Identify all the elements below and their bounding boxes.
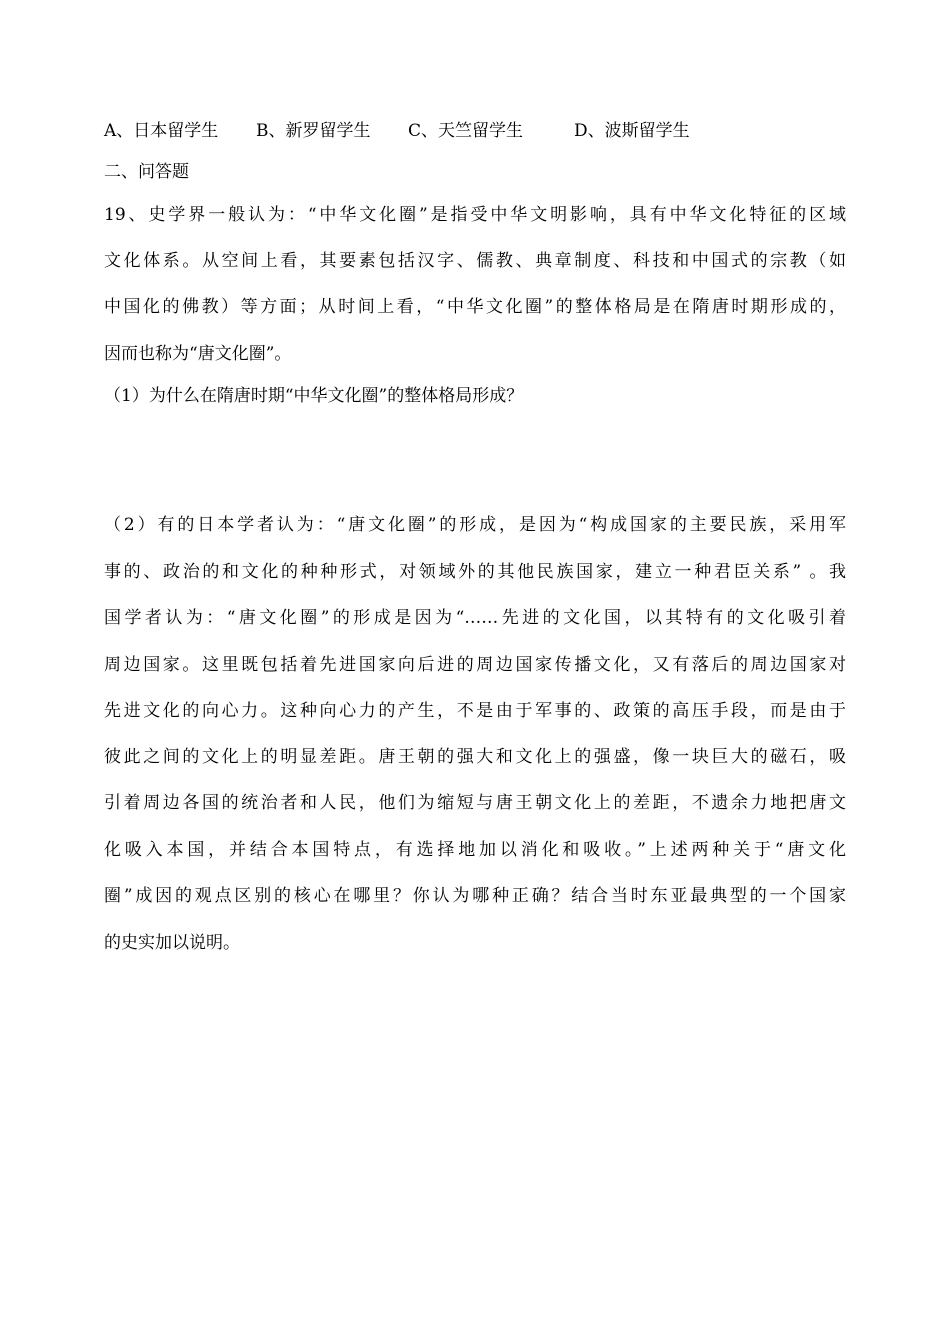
- question-19-sub-2-line-9: 圈”成因的观点区别的核心在哪里？你认为哪种正确？结合当时东亚最典型的一个国家: [104, 886, 846, 906]
- question-19-line-1: 19、史学界一般认为：“中华文化圈”是指受中华文明影响，具有中华文化特征的区域: [104, 205, 846, 225]
- question-19-line-2: 文化体系。从空间上看，其要素包括汉字、儒教、典章制度、科技和中国式的宗教（如: [104, 251, 846, 271]
- question-19-sub-2-line-6: 彼此之间的文化上的明显差距。唐王朝的强大和文化上的强盛，像一块巨大的磁石，吸: [104, 747, 846, 767]
- question-19-sub-2-line-8: 化吸入本国，并结合本国特点，有选择地加以消化和吸收。”上述两种关于“唐文化: [104, 840, 846, 860]
- option-d: D、波斯留学生: [574, 121, 690, 141]
- section-heading-qa: 二、问答题: [104, 162, 189, 182]
- question-19-sub-2-line-7: 引着周边各国的统治者和人民，他们为缩短与唐王朝文化上的差距，不遗余力地把唐文: [104, 793, 846, 813]
- question-19-sub-2-line-4: 周边国家。这里既包括着先进国家向后进的周边国家传播文化，又有落后的周边国家对: [104, 655, 846, 675]
- question-18-options: [104, 120, 714, 142]
- option-a: A、日本留学生: [104, 121, 219, 141]
- question-19-sub-2-line-10: 的史实加以说明。: [104, 933, 240, 953]
- question-19-sub-1: （1）为什么在隋唐时期“中华文化圈”的整体格局形成？: [104, 386, 524, 406]
- option-c: C、天竺留学生: [408, 121, 524, 141]
- question-19-sub-2-line-5: 先进文化的向心力。这种向心力的产生，不是由于军事的、政策的高压手段，而是由于: [104, 701, 846, 721]
- question-19-sub-2-line-1: （2）有的日本学者认为：“唐文化圈”的形成，是因为“构成国家的主要民族，采用军: [104, 515, 846, 535]
- question-19-line-4: 因而也称为“唐文化圈”。: [104, 344, 292, 364]
- option-b: B、新罗留学生: [256, 121, 371, 141]
- question-19-line-3: 中国化的佛教）等方面；从时间上看，“中华文化圈”的整体格局是在隋唐时期形成的，: [104, 297, 846, 317]
- question-19-sub-2-line-2: 事的、政治的和文化的种种形式，对领域外的其他民族国家，建立一种君臣关系” 。我: [104, 562, 846, 582]
- question-19-sub-2-line-3: 国学者认为：“唐文化圈”的形成是因为“……先进的文化国，以其特有的文化吸引着: [104, 608, 846, 628]
